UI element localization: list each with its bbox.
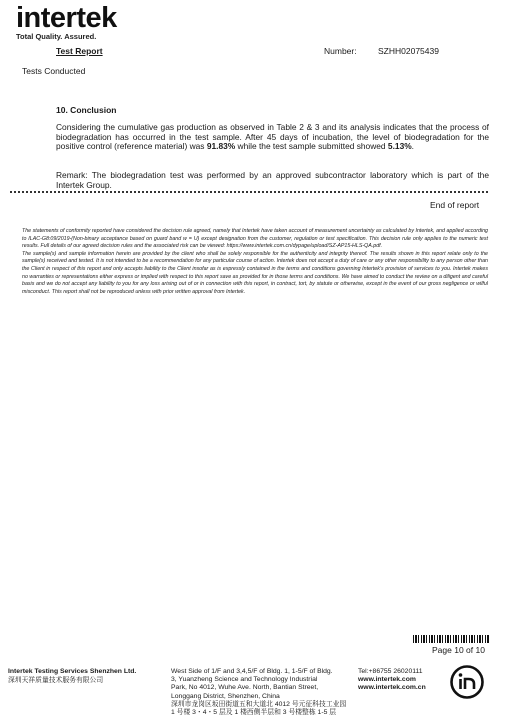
disclaimer	[22, 228, 488, 296]
conclusion-paragraph	[56, 123, 489, 152]
address-line: West Side of 1/F and 3,4,5/F of Bldg. 1, 1-5/F of Bldg.	[171, 668, 333, 675]
footer-website-link[interactable]: www.intertek.com	[358, 676, 416, 684]
footer-tel: Tel:+86755 26020111	[358, 668, 423, 675]
page-number: Page 10 of 10	[432, 645, 485, 655]
intertek-seal-icon	[449, 664, 485, 700]
intertek-logo: intertek	[16, 2, 117, 34]
conclusion-text-start: Considering the cumulative gas production as observed in Table 2 & 3 and its analysis indicates that the process of biodegradation has occurred in the test sample. After 45 days of incubation, the level of biodegradation for the positive control (reference material) was	[56, 122, 489, 152]
footer-company-cn: 深圳天祥质量技术服务有限公司	[8, 677, 104, 684]
footer-address	[171, 668, 357, 717]
footer-website-cn-link[interactable]: www.intertek.com.cn	[358, 684, 426, 692]
address-line: 3, Yuanzheng Science and Technology Industrial	[171, 676, 318, 684]
end-of-report: End of report	[430, 200, 480, 210]
end-divider	[10, 191, 488, 196]
report-number-value: SZHH02075439	[378, 46, 439, 56]
footer-contact	[358, 668, 448, 693]
section-heading: Tests Conducted	[22, 66, 86, 76]
address-line: Longgang District, Shenzhen, China	[171, 692, 280, 700]
address-line: 深圳市龙岗区坂田街道五和大道北 4012 号元征科技工业园	[171, 700, 347, 708]
logo-tagline: Total Quality. Assured.	[16, 32, 97, 41]
report-title: Test Report	[56, 46, 103, 56]
conclusion-text-end: .	[411, 141, 414, 152]
sample-percent: 5.13%	[387, 141, 412, 152]
conclusion-title: 10. Conclusion	[56, 105, 117, 115]
control-percent: 91.83%	[206, 141, 236, 152]
address-line: 1 号楼 3・4・5 层及 1 楼西侧半层和 3 号楼整栋 1-5 层	[171, 709, 337, 717]
address-line: Park, No 4012, Wuhe Ave. North, Bantian Street,	[171, 684, 319, 692]
conclusion-text-mid: while the test sample submitted showed	[235, 141, 388, 152]
report-number-label: Number:	[324, 46, 357, 56]
disclaimer-paragraph-1: The statements of conformity reported have considered the decision rule agreed, namely that Intertek have taken account of measurement uncertainty as calculated by Intertek, and applied according to ILAC-G8:09/2019-(Non-binary acceptance based on guard band w = U) except designation from the customer, regulation or test specification. This decision rule only applies to the numeric test results. Full details of our agreed decision rules and the associated risk can be viewed: https://www.intertek.com.cn/dypage/upload/SZ-AP15-HLS-QA.pdf.	[22, 228, 488, 250]
disclaimer-paragraph-2: The sample(s) and sample information herein are provided by the client who shall be solely responsible for the authenticity and integrity thereof. The results shown in this report relate only to the sample(s) received and tested. It is not intended to be a recommendation for any particular course of action. Intertek does not accept a duty of care or any other responsibility to any person other than the Client in respect of this report and only accepts liability to the Client insofar as is expressly contained in the terms and conditions governing Intertek's provision of services to you. Intertek makes no warranties or representations either express or implied with respect to this report save as provided for in those terms and conditions. We have aimed to conduct the review on a diligent and careful basis and we do not accept any liability to you for any loss arising out of or in connection with this report, in contract, tort, by statute or otherwise, except in the event of our gross negligence or wilful misconduct. This report shall not be reproduced unless with prior written approval from Intertek.	[22, 250, 488, 295]
remark-paragraph: Remark: The biodegradation test was performed by an approved subcontractor laboratory which is part of the Intertek Group.	[56, 170, 489, 190]
footer-company: Intertek Testing Services Shenzhen Ltd.	[8, 668, 137, 675]
barcode	[413, 635, 489, 643]
